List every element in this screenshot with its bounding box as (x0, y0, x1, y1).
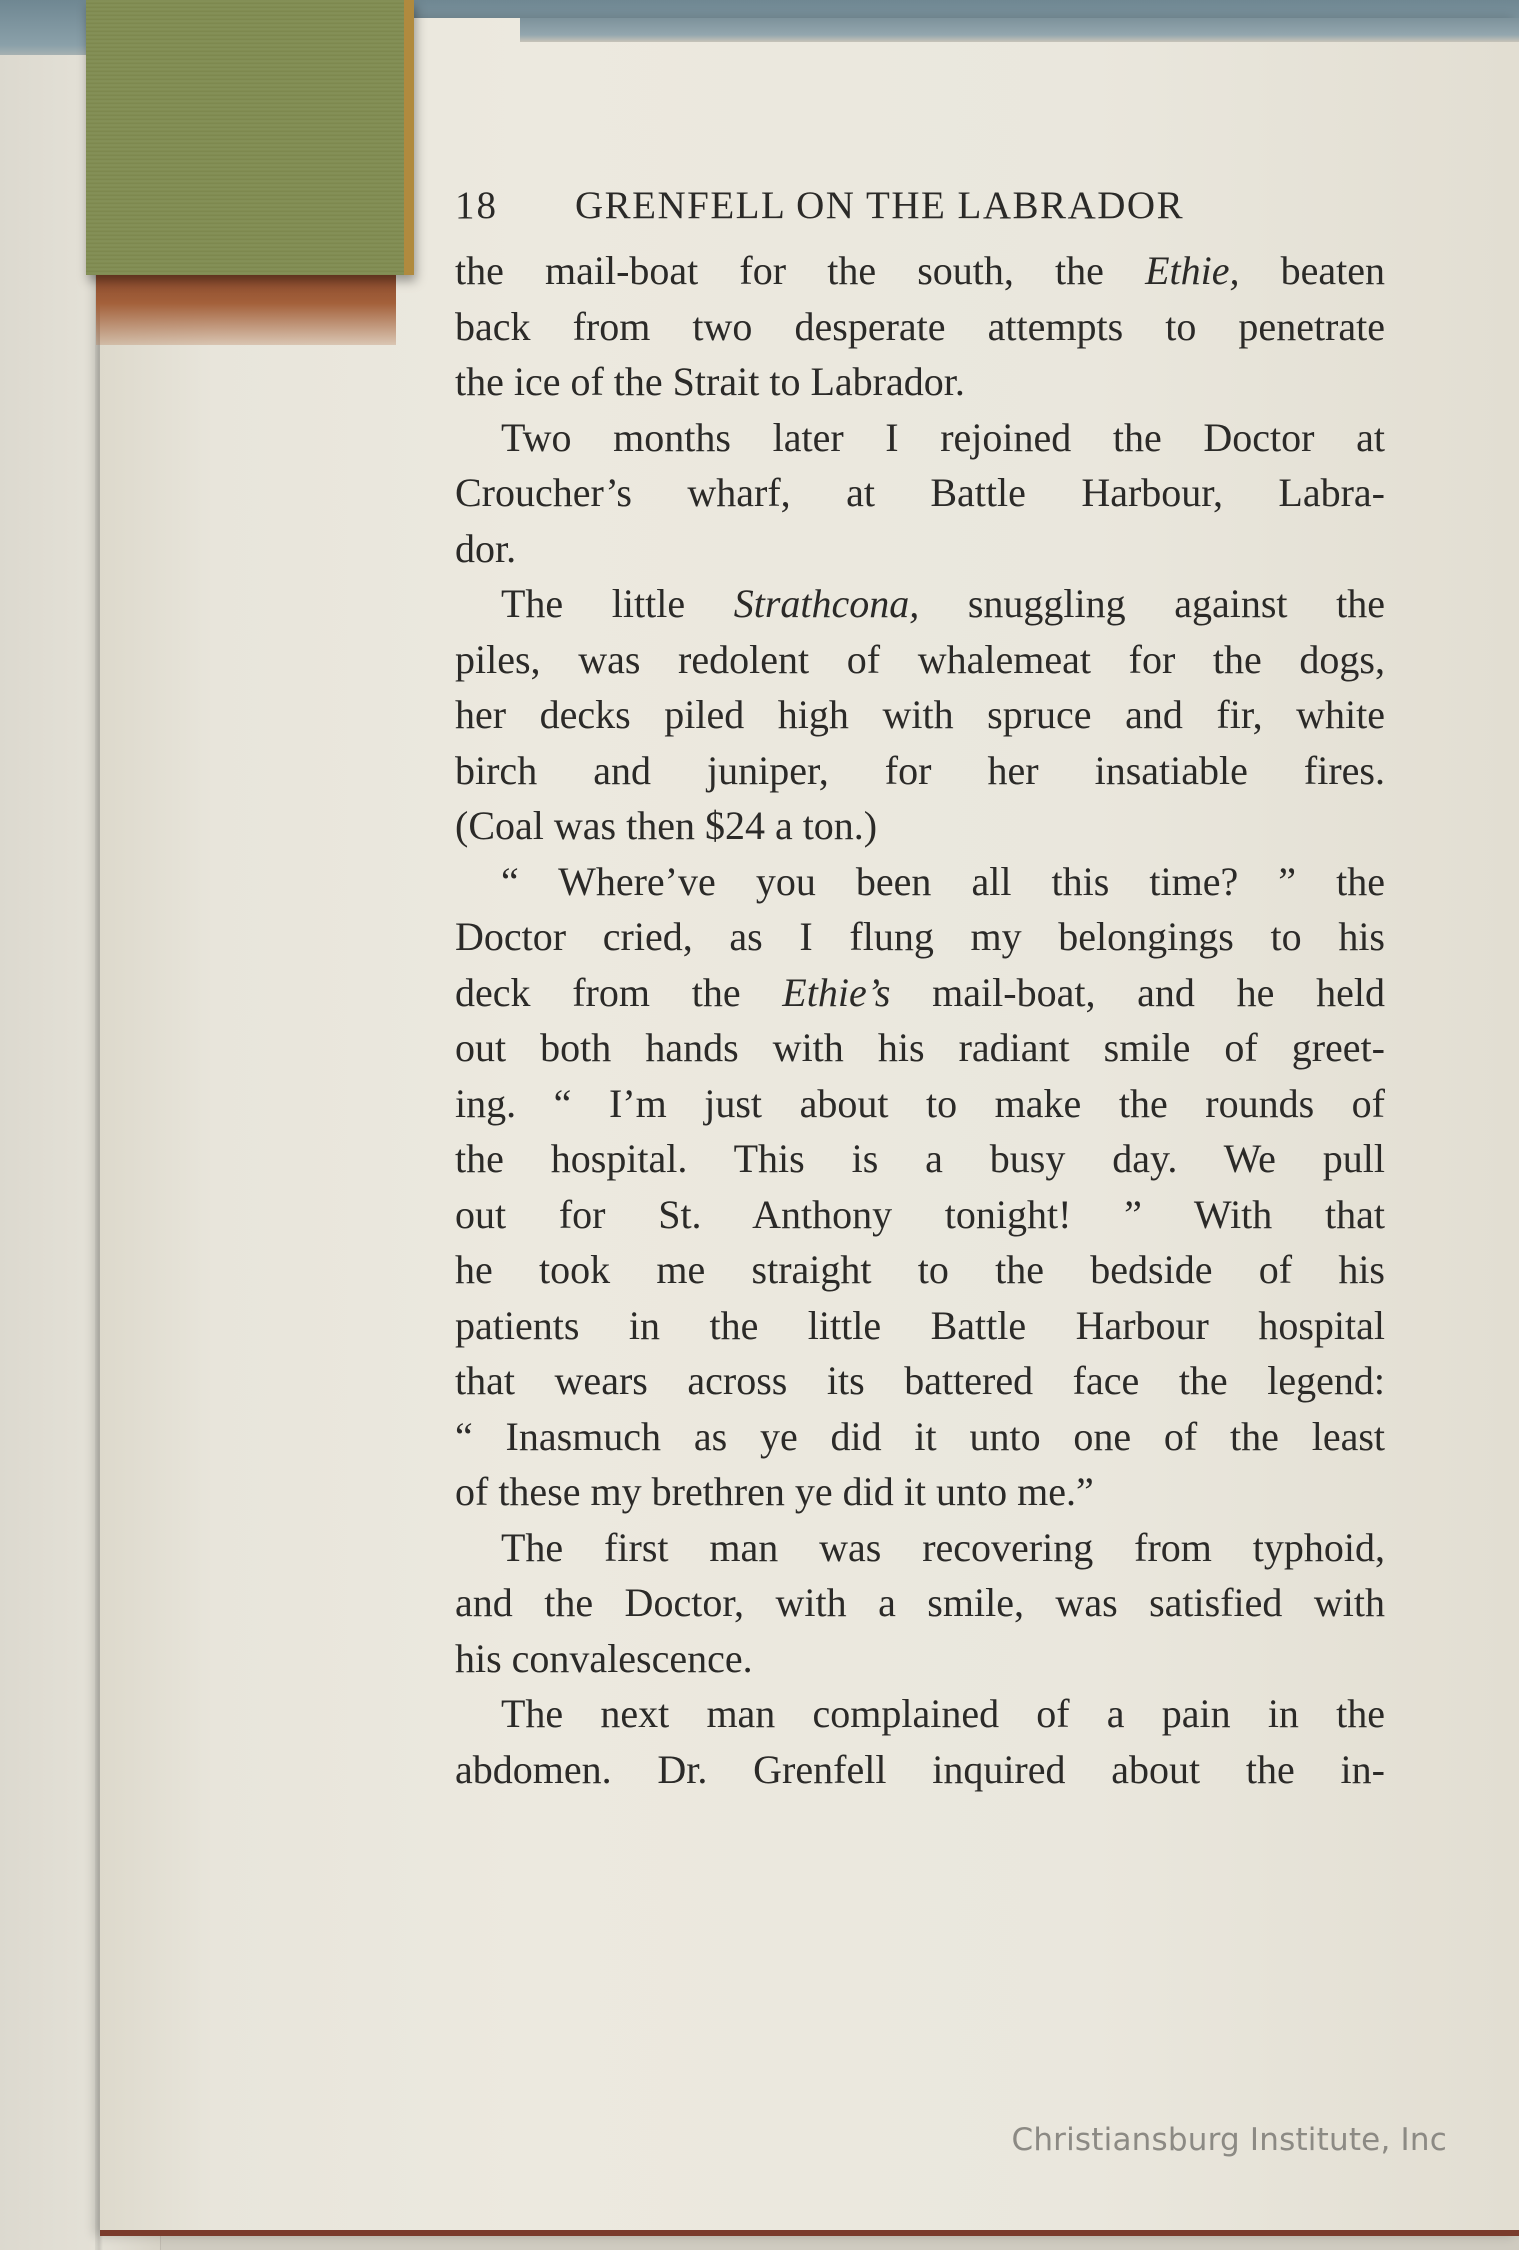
text-line: The next man complained of a pain in the (501, 1691, 1385, 1736)
text-line: (Coal was then $24 a ton.) (455, 803, 878, 848)
text-line: piles, was redolent of whalemeat for the dogs, (455, 636, 1385, 682)
text-line: The little Strathcona, snuggling against the (501, 581, 1385, 626)
page-text (455, 183, 1385, 1797)
text-line: birch and juniper, for her insatiable fires. (455, 747, 1385, 793)
paragraph-2 (455, 410, 1385, 577)
cover-edge (520, 18, 1519, 42)
text-line: abdomen. Dr. Grenfell inquired about the in- (455, 1746, 1385, 1792)
text-line: dor. (455, 525, 517, 571)
text-line: Croucher’s wharf, at Battle Harbour, Labra- (455, 470, 1385, 515)
text-line: deck from the Ethie’s mail-boat, and he held (455, 969, 1385, 1015)
text-line: “ Where’ve you been all this time? ” the (501, 858, 1385, 904)
book-title: GRENFELL ON THE LABRADOR (575, 184, 1185, 227)
running-head (455, 183, 1385, 235)
text-line: Two months later I rejoined the Doctor at (501, 414, 1385, 460)
text-line: ing. “ I’m just about to make the rounds of (455, 1080, 1385, 1126)
text-line: patients in the little Battle Harbour hospital (455, 1302, 1385, 1348)
text-line: out for St. Anthony tonight! ” With that (455, 1191, 1385, 1237)
paragraph-3 (455, 576, 1385, 854)
paragraph-1 (455, 243, 1385, 410)
paragraph-4 (455, 854, 1385, 1520)
text-line: “ Inasmuch as ye did it unto one of the least (455, 1413, 1385, 1459)
text-line: the mail-boat for the south, the Ethie, beaten (455, 248, 1386, 293)
text-line: and the Doctor, with a smile, was satisfied with (455, 1580, 1385, 1625)
text-line: the ice of the Strait to Labrador. (455, 359, 965, 404)
text-line: out both hands with his radiant smile of greet- (455, 1025, 1385, 1070)
cloth-bookmark-tab (86, 0, 414, 275)
text-line: he took me straight to the bedside of his (455, 1247, 1385, 1292)
watermark-text: Christiansburg Institute, Inc (1011, 2122, 1447, 2158)
paragraph-5 (455, 1520, 1385, 1687)
text-line: her decks piled high with spruce and fir, white (455, 692, 1385, 737)
page-number: 18 (455, 184, 498, 227)
text-line: the hospital. This is a busy day. We pull (455, 1136, 1385, 1181)
text-line: back from two desperate attempts to penetrate (455, 303, 1385, 349)
paragraph-6 (455, 1686, 1385, 1797)
text-line: of these my brethren ye did it unto me.” (455, 1469, 1094, 1514)
text-line: The first man was recovering from typhoid, (501, 1524, 1385, 1570)
bookmark-shadow (96, 275, 396, 345)
text-line: Doctor cried, as I flung my belongings to his (455, 914, 1385, 959)
text-line: that wears across its battered face the legend: (455, 1358, 1385, 1403)
text-line: his convalescence. (455, 1635, 753, 1681)
